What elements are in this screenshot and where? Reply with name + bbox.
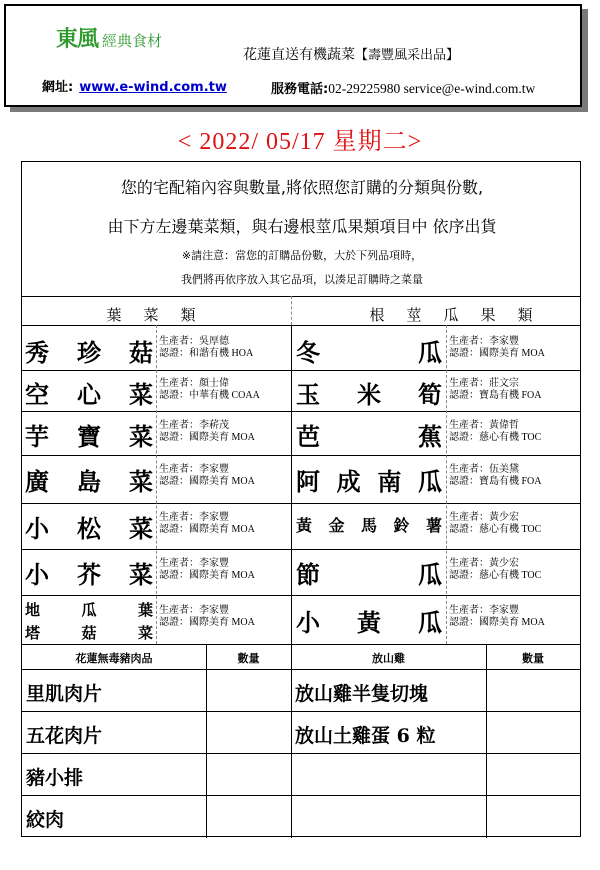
leafy-item-info [159, 558, 255, 582]
notice-line-2: 由下方左邊葉菜類，與右邊根莖瓜果類項目中 依序出貨 [107, 217, 497, 236]
root-item-info [449, 512, 541, 536]
divider [22, 296, 580, 297]
root-item-info [449, 378, 542, 402]
producer-text: 生產者：李家豐 [449, 336, 519, 347]
cert-text: 認證：國際美育 MOA [159, 476, 255, 487]
divider [446, 325, 447, 644]
divider [22, 795, 580, 796]
slogan [243, 44, 459, 64]
cert-text: 認證：國際美育 MOA [449, 348, 545, 359]
producer-text: 生產者：李家豐 [159, 558, 229, 569]
divider [206, 644, 207, 838]
pork-item: 里肌肉片 [26, 683, 103, 705]
qty-header: 數量 [237, 652, 260, 665]
chicken-item: 放山土雞蛋 6 粒 [295, 725, 436, 747]
note-line-2: 我們將再依序放入其它品項，以湊足訂購時之菜量 [181, 273, 423, 286]
leafy-item-info [159, 605, 255, 629]
producer-text: 生產者：黃偉哲 [449, 420, 519, 431]
leafy-item-info [159, 336, 253, 360]
root-item-name: 玉 米 筍 [296, 380, 442, 409]
cert-text: 認證：國際美育 MOA [159, 570, 255, 581]
divider [22, 644, 580, 645]
root-item-info [449, 605, 545, 629]
chicken-item: 放山雞半隻切塊 [295, 683, 429, 705]
chicken-header: 放山雞 [372, 652, 405, 665]
producer-text: 生產者：李菥茂 [159, 420, 229, 431]
divider [22, 455, 580, 456]
leafy-item-info [159, 420, 255, 444]
leafy-item-name: 小 松 菜 [25, 514, 153, 543]
slogan-tag: 【壽豐風采出品】 [355, 48, 460, 63]
logo-main-text: 東風 [56, 27, 99, 52]
producer-text: 生產者：李家豐 [159, 512, 229, 523]
logo-sub-text: 經典食材 [102, 32, 163, 50]
producer-text: 生產者：伍美黛 [449, 464, 519, 475]
producer-text: 生產者：顏士偉 [159, 378, 229, 389]
leafy-item-name: 秀 珍 菇 [25, 338, 153, 367]
leafy-item-info [159, 512, 255, 536]
divider [22, 411, 580, 412]
brand-logo [56, 22, 162, 53]
pork-header: 花蓮無毒豬肉品 [75, 652, 153, 665]
divider [156, 325, 157, 644]
root-item-info [449, 558, 541, 582]
notice-line-1: 您的宅配箱內容與數量,將依照您訂購的分類與份數, [120, 178, 484, 197]
leafy-section-title: 葉菜類 [106, 306, 218, 324]
cert-text: 認證：慈心有機 TOC [449, 570, 542, 581]
website-link[interactable]: www.e-wind.com.tw [79, 80, 227, 95]
divider [22, 503, 580, 504]
leafy-item-name: 小 芥 菜 [25, 560, 153, 589]
cert-text: 認證：國際美育 MOA [159, 524, 255, 535]
cert-text: 認證：和諧有機 HOA [159, 348, 254, 359]
cert-text: 認證：國際美育 MOA [159, 617, 255, 628]
divider [22, 370, 580, 371]
producer-text: 生產者：李家豐 [449, 605, 519, 616]
divider [486, 644, 487, 838]
cert-text: 認證：寶島有機 FOA [449, 476, 542, 487]
divider [22, 549, 580, 550]
root-item-info [449, 420, 541, 444]
cert-text: 認證：寶島有機 FOA [449, 390, 542, 401]
leafy-item-name: 芋 寶 菜 [25, 422, 153, 451]
root-item-info [449, 464, 542, 488]
pork-item: 絞肉 [26, 809, 65, 831]
divider [291, 325, 292, 644]
website-label: 網址: [42, 80, 74, 95]
divider [291, 296, 292, 325]
root-item-name: 阿 成 南 瓜 [296, 467, 442, 496]
note-line-1: ※請注意：當您的訂購品份數，大於下列品項時， [181, 249, 423, 262]
website-row [42, 76, 227, 95]
producer-text: 生產者：黃少宏 [449, 558, 519, 569]
leafy-item-name-2: 塔 菇 菜 [25, 624, 153, 642]
leafy-item-name: 空 心 菜 [25, 380, 153, 409]
cert-text: 認證：中華有機 COAA [159, 390, 260, 401]
delivery-date: < 2022/ 05/17 星期二> [177, 129, 423, 155]
divider [22, 711, 580, 712]
leafy-item-info [159, 464, 255, 488]
divider [22, 669, 580, 670]
root-section-title: 根莖瓜果類 [369, 306, 555, 324]
root-item-name: 芭 蕉 [296, 422, 442, 451]
producer-text: 生產者：李家豐 [159, 464, 229, 475]
root-item-name: 節 瓜 [296, 560, 442, 589]
leafy-item-name: 地 瓜 葉 [25, 601, 153, 619]
divider [22, 595, 580, 596]
producer-text: 生產者：黃少宏 [449, 512, 519, 523]
root-item-name: 黃 金 馬 鈴 薯 [296, 516, 442, 535]
divider [291, 644, 292, 838]
cert-text: 認證：慈心有機 TOC [449, 524, 542, 535]
header-box [4, 4, 582, 107]
producer-text: 生產者：李家豐 [159, 605, 229, 616]
leafy-item-name: 廣 島 菜 [25, 467, 153, 496]
phone-label: 服務電話: [271, 82, 329, 97]
slogan-text: 花蓮直送有機蔬菜 [243, 47, 355, 63]
divider [22, 753, 580, 754]
phone-row [271, 78, 535, 97]
root-item-name: 小 黃 瓜 [296, 608, 442, 637]
cert-text: 認證：國際美育 MOA [159, 432, 255, 443]
producer-text: 生產者：莊文宗 [449, 378, 519, 389]
pork-item: 五花肉片 [26, 725, 103, 747]
divider [22, 325, 580, 326]
cert-text: 認證：慈心有機 TOC [449, 432, 542, 443]
order-sheet [21, 161, 581, 837]
leafy-item-info [159, 378, 260, 402]
pork-item: 豬小排 [26, 767, 84, 789]
cert-text: 認證：國際美育 MOA [449, 617, 545, 628]
phone-value: 02-29225980 service@e-wind.com.tw [328, 81, 536, 96]
root-item-name: 冬 瓜 [296, 338, 442, 367]
root-item-info [449, 336, 545, 360]
qty-header-2: 數量 [522, 652, 544, 665]
producer-text: 生產者：吳厚德 [159, 336, 229, 347]
